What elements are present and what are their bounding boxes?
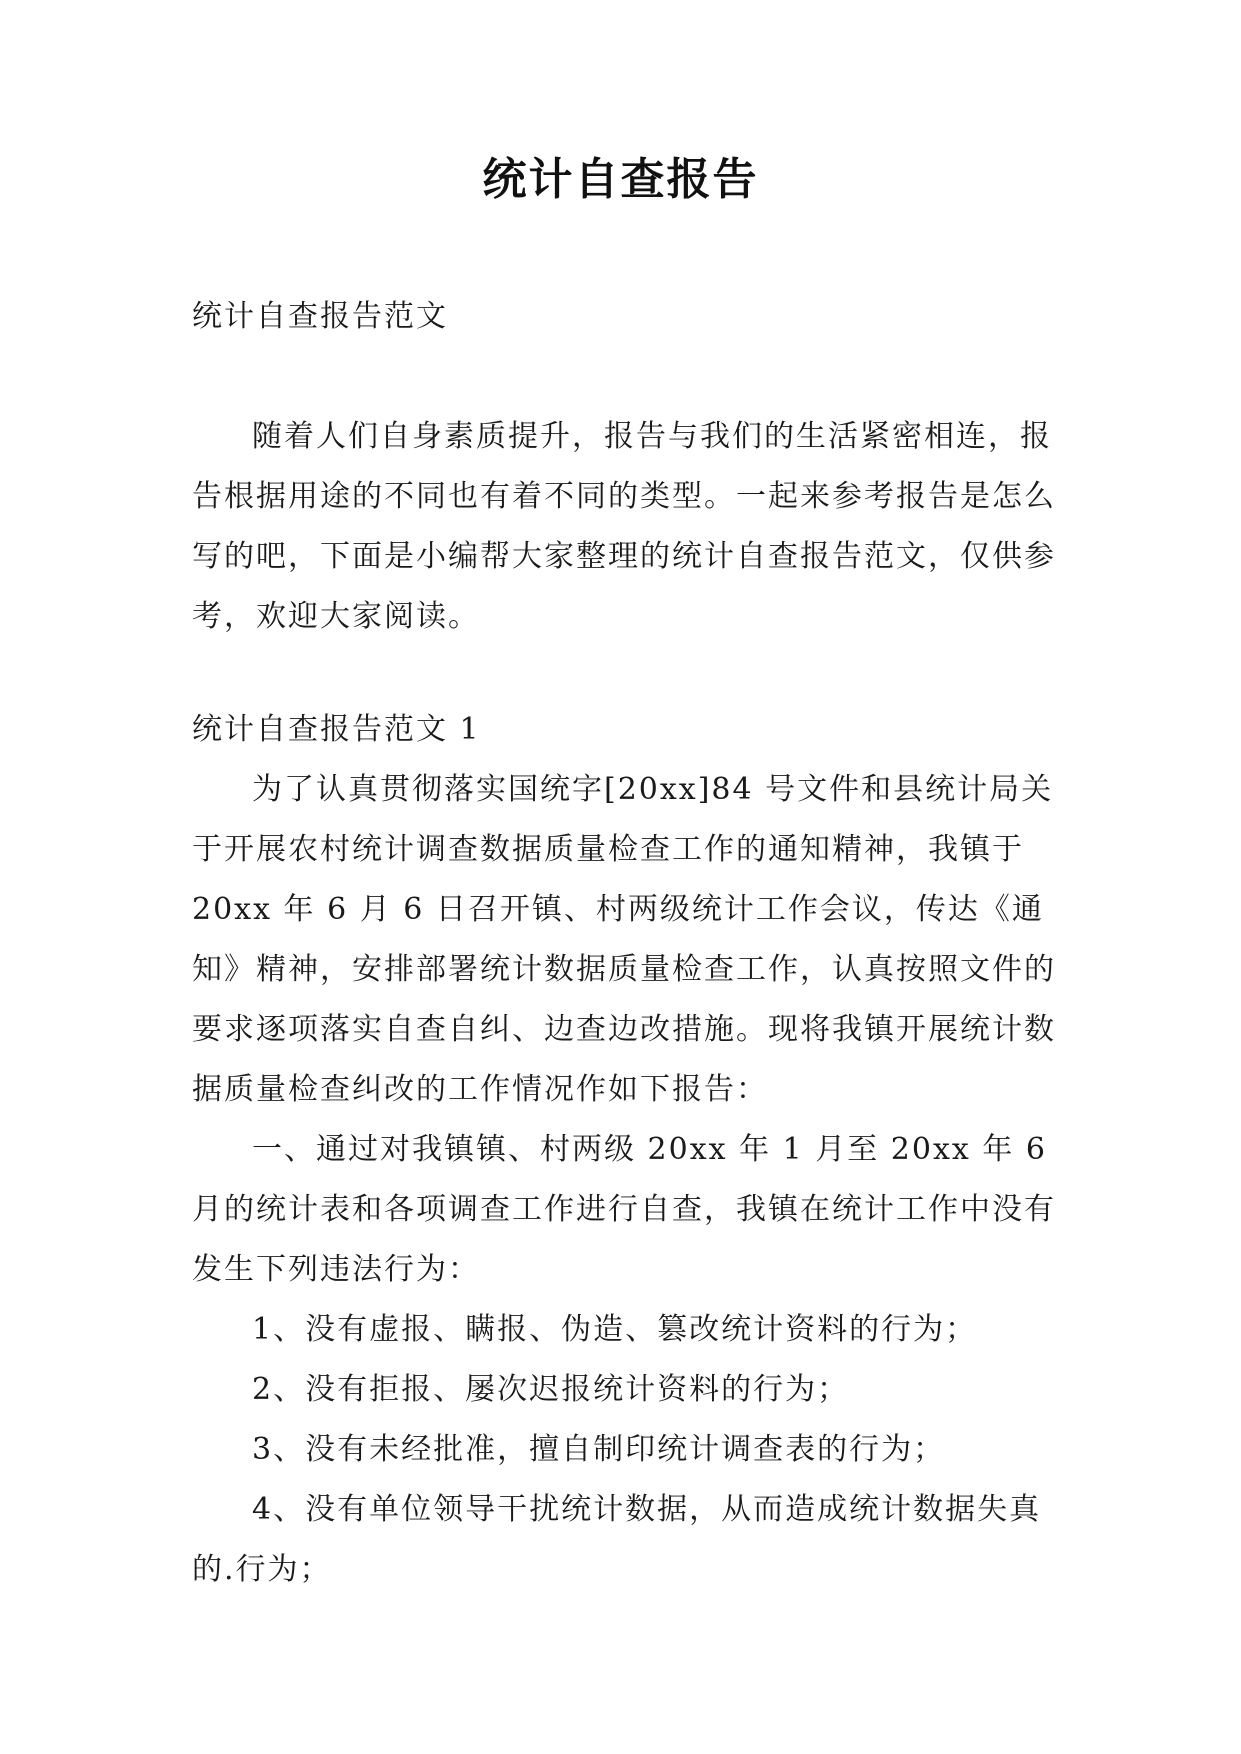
list-item: 4、没有单位领导干扰统计数据，从而造成统计数据失真的.行为； [192, 1492, 1042, 1587]
section-1 [192, 700, 1072, 1600]
section-paragraph: 为了认真贯彻落实国统字[20xx]84 号文件和县统计局关于开展农村统计调查数据质量检查工作的通知精神，我镇于 20xx 年 6 月 6 日召开镇、村两级统计工作会议，传达《通知》精神，安排部署统计数据质量检查工作，认真按照文件的要求逐项落实自查自纠、边查边改措施。现将我镇开展统计数据质量检查纠改的工作情况作如下报告： [192, 772, 1056, 1107]
list-item: 1、没有虚报、瞒报、伪造、篡改统计资料的行为； [252, 1312, 978, 1347]
section-paragraph: 一、通过对我镇镇、村两级 20xx 年 1 月至 20xx 年 6 月的统计表和各项调查工作进行自查，我镇在统计工作中没有发生下列违法行为： [192, 1132, 1056, 1287]
intro-paragraph [192, 407, 1072, 647]
intro-text: 随着人们自身素质提升，报告与我们的生活紧密相连，报告根据用途的不同也有着不同的类型。一起来参考报告是怎么写的吧，下面是小编帮大家整理的统计自查报告范文，仅供参考，欢迎大家阅读。 [192, 419, 1056, 634]
document-subtitle: 统计自查报告范文 [192, 299, 448, 334]
list-item: 2、没有拒报、屡次迟报统计资料的行为； [252, 1372, 850, 1407]
section-heading: 统计自查报告范文 1 [192, 712, 481, 747]
list-item: 3、没有未经批准，擅自制印统计调查表的行为； [252, 1432, 946, 1467]
document-title: 统计自查报告 [482, 154, 759, 205]
